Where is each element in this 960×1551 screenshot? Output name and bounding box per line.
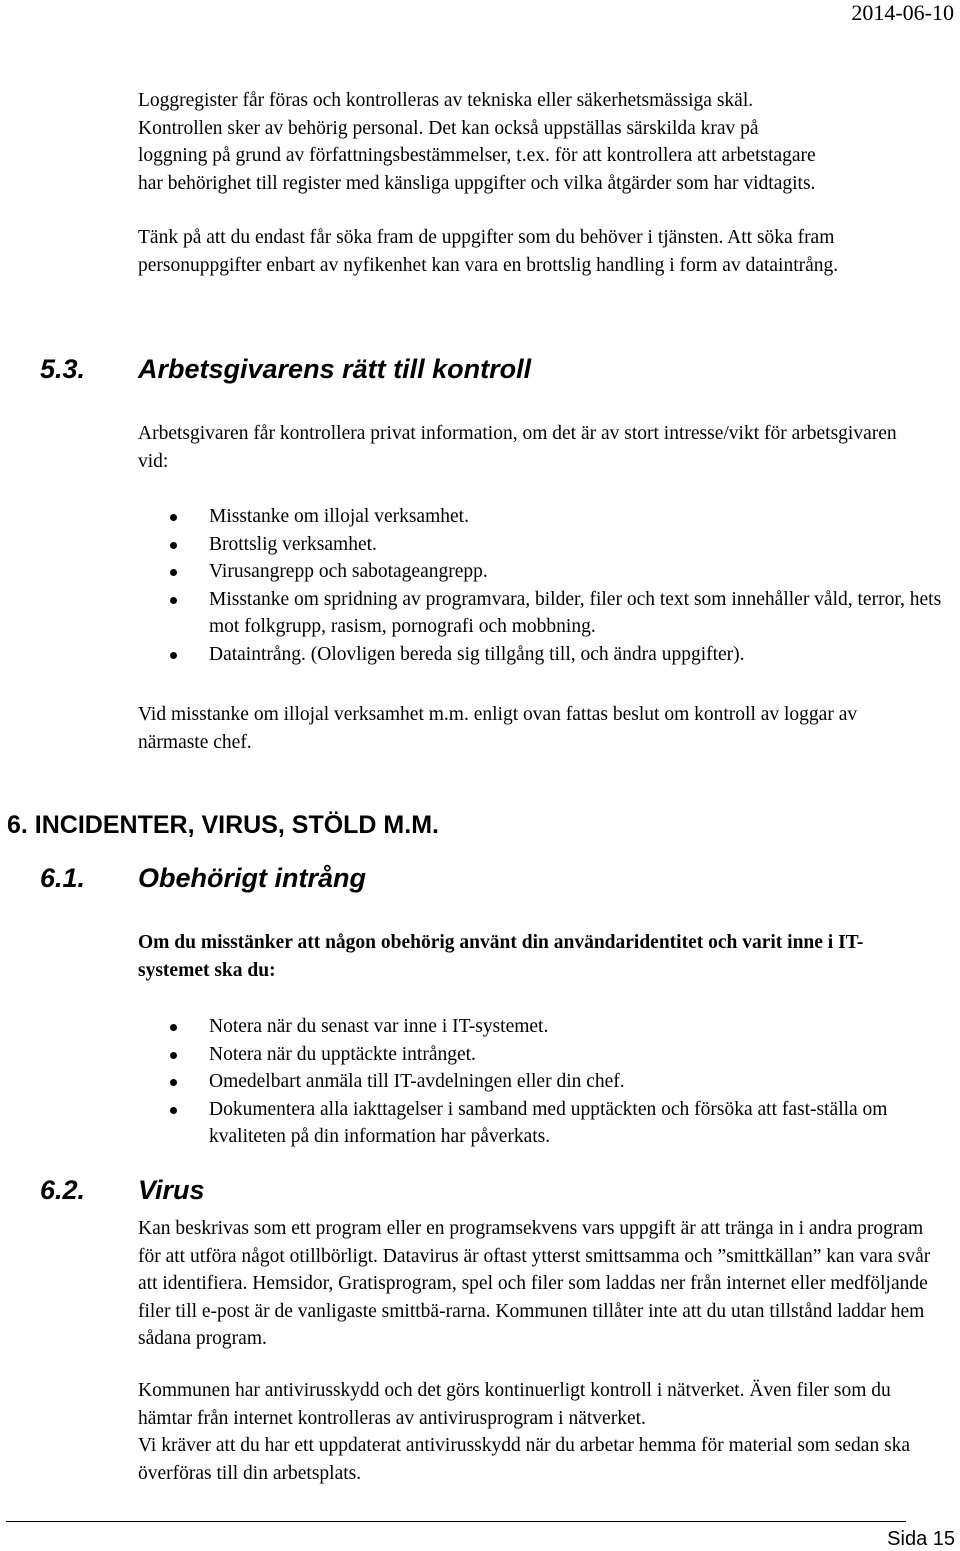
bullet-icon (170, 542, 177, 549)
bullet-icon (170, 1079, 177, 1086)
bullet-icon (170, 1024, 177, 1031)
page-number: Sida 15 (887, 1528, 955, 1550)
section-title: Arbetsgivarens rätt till kontroll (138, 354, 532, 384)
section-5-3-closing: Vid misstanke om illojal verksamhet m.m. enligt ovan fattas beslut om kontroll av loggar av närmaste chef. (138, 704, 858, 753)
section-6-1-bullet-list (0, 1013, 950, 1151)
list-item: Notera när du senast var inne i IT-systemet. (0, 1013, 950, 1041)
list-item: Omedelbart anmäla till IT-avdelningen eller din chef. (0, 1068, 950, 1096)
section-5-3-intro: Arbetsgivaren får kontrollera privat information, om det är av stort intresse/vikt för arbetsgivaren vid: (138, 423, 897, 472)
intro-line: Kontrollen sker av behörig personal. Det kan också uppställas särskilda krav på (138, 117, 759, 139)
list-item: Notera när du upptäckte intrånget. (0, 1041, 950, 1069)
intro-line: har behörighet till register med känsliga uppgifter och vilka åtgärder som har vidtagits. (138, 172, 816, 194)
footer-rule (6, 1521, 906, 1522)
list-item: Virusangrepp och sabotageangrepp. (0, 558, 950, 586)
section-6-1-lead: Om du misstänker att någon obehörig använt din användaridentitet och varit inne i IT-systemet ska du: (138, 932, 864, 981)
bullet-icon (170, 514, 177, 521)
list-item: Misstanke om illojal verksamhet. (0, 503, 950, 531)
section-6-2-paragraph-1: Kan beskrivas som ett program eller en programsekvens vars uppgift är att tränga in i andra program för att utföra något otillbörligt. Datavirus är oftast ytterst smittsamma och ”smittkällan” kan vara svår att identifiera. Hemsidor, Gratisprogram, spel och filer som laddas ner från internet eller medföljande filer till e-post är de vanligaste smittbä-rarna. Kommunen tillåter inte att du utan tillstånd laddar hem sådana program. (138, 1218, 931, 1349)
section-6-1-heading (40, 863, 740, 897)
section-title: Obehörigt intrång (138, 863, 366, 893)
section-title: Virus (138, 1175, 205, 1205)
list-item: Dokumentera alla iakttagelser i samband med upptäckten och försöka att fast-ställa om kvaliteten på din information har påverkats. (0, 1096, 950, 1151)
intro-paragraph-2: Tänk på att du endast får söka fram de uppgifter som du behöver i tjänsten. Att söka fram personuppgifter enbart av nyfikenhet kan vara en brottslig handling i form av dataintrång. (138, 227, 839, 276)
bullet-icon (170, 597, 177, 604)
section-6-2-heading (40, 1175, 740, 1209)
section-6-2-paragraph-2: Kommunen har antivirusskydd och det görs kontinuerligt kontroll i nätverket. Även filer som du hämtar från internet kontrolleras av antivirusprogram i nätverket. (138, 1380, 891, 1429)
section-5-3-heading (40, 354, 740, 388)
bullet-icon (170, 1107, 177, 1114)
header-date: 2014-06-10 (851, 0, 954, 25)
bullet-icon (170, 1052, 177, 1059)
section-number: 6.1. (40, 863, 86, 893)
list-item: Dataintrång. (Olovligen bereda sig tillgång till, och ändra uppgifter). (0, 641, 950, 669)
intro-line: loggning på grund av författningsbestämmelser, t.ex. för att kontrollera att arbetstagare (138, 145, 816, 166)
section-6-2-paragraph-3: Vi kräver att du har ett uppdaterat antivirusskydd när du arbetar hemma för material som sedan ska överföras till din arbetsplats. (138, 1435, 911, 1484)
section-number: 5.3. (40, 354, 86, 384)
bullet-icon (170, 652, 177, 659)
list-item: Misstanke om spridning av programvara, bilder, filer och text som innehåller våld, terror, hets mot folkgrupp, rasism, pornografi och mobbning. (0, 586, 950, 641)
section-number: 6.2. (40, 1175, 86, 1205)
intro-line: Loggregister får föras och kontrolleras av tekniska eller säkerhetsmässiga skäl. (138, 90, 754, 111)
bullet-icon (170, 569, 177, 576)
section-6-heading: 6. INCIDENTER, VIRUS, STÖLD M.M. (7, 811, 439, 839)
section-5-3-bullet-list (0, 503, 950, 668)
intro-paragraph-1 (138, 87, 938, 197)
list-item: Brottslig verksamhet. (0, 531, 950, 559)
